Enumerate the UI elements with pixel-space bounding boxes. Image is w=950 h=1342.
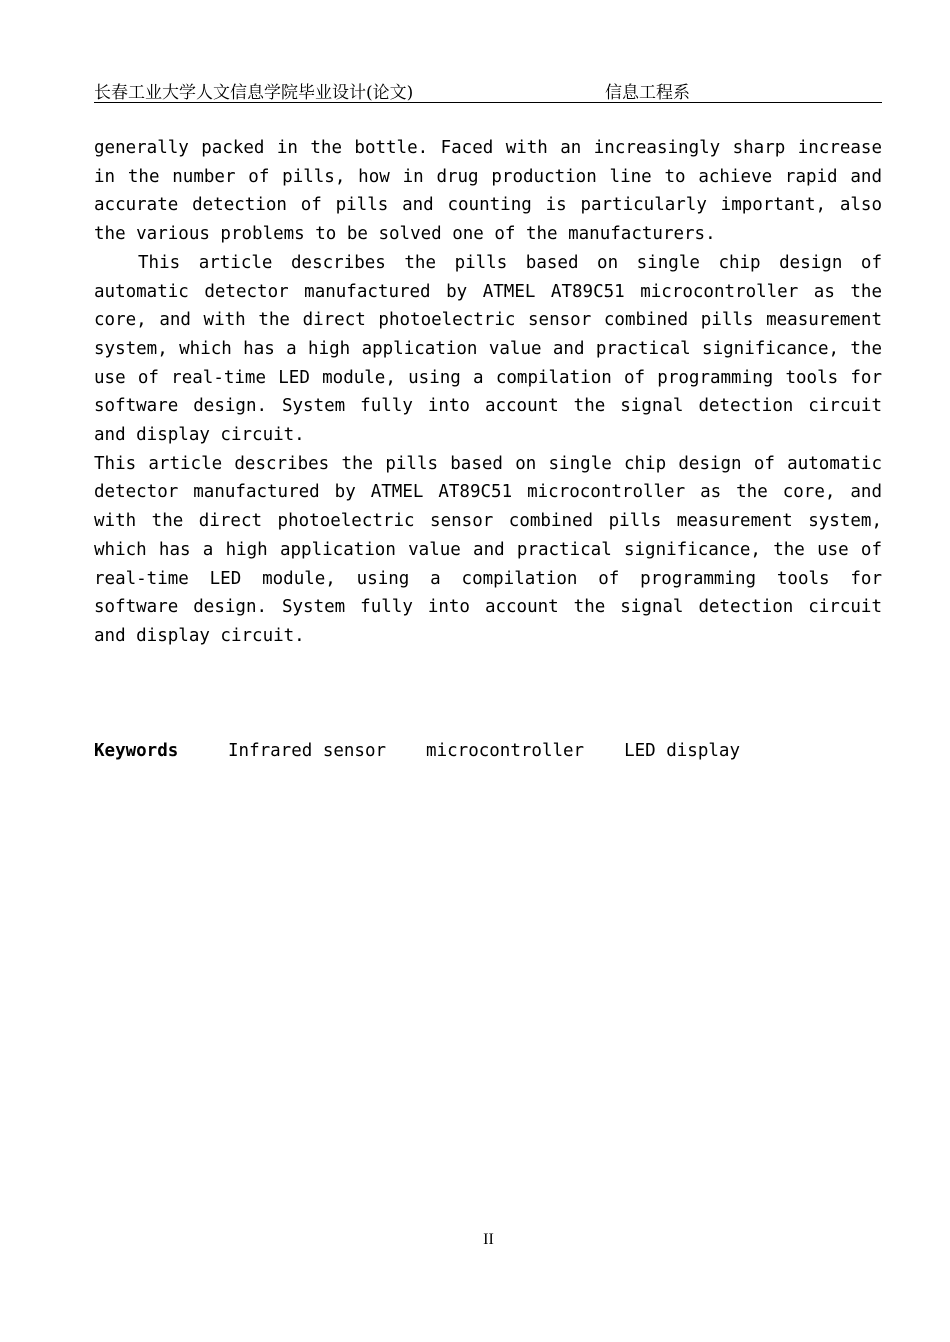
keywords-label: Keywords [94, 741, 179, 761]
keyword-item: microcontroller [426, 741, 585, 761]
paragraph-description-repeat: This article describes the pills based on single chip design of automatic detector manufactured by ATMEL AT89C51 microcontroller as the core, and with the direct photoelectric sensor combined pills measurement system, which has a high application value and practical significance, the use of real-time LED module, using a compilation of programming tools for software design. System fully into account the signal detection circuit and display circuit. [94, 453, 882, 646]
paragraph-continuation: generally packed in the bottle. Faced with an increasingly sharp increase in the number of pills, how in drug production line to achieve rapid and accurate detection of pills and counting is particularly important, also the various problems to be solved one of the manufacturers. [94, 138, 882, 245]
keyword-item: LED display [624, 741, 740, 761]
header-institution: 长春工业大学人文信息学院毕业设计(论文) [94, 83, 414, 103]
header-department: 信息工程系 [605, 83, 690, 103]
keyword-item: Infrared sensor [228, 741, 387, 761]
paragraph-description: This article describes the pills based on single chip design of automatic detector manufactured by ATMEL AT89C51 microcontroller as the core, and with the direct photoelectric sensor combined pills measurement system, which has a high application value and practical significance, the use of real-time LED module, using a compilation of programming tools for software design. System fully into account the signal detection circuit and display circuit. [94, 252, 882, 446]
page-number: II [483, 1231, 494, 1248]
keywords-line [94, 737, 780, 765]
abstract-body [94, 134, 882, 651]
page-header [94, 76, 882, 103]
